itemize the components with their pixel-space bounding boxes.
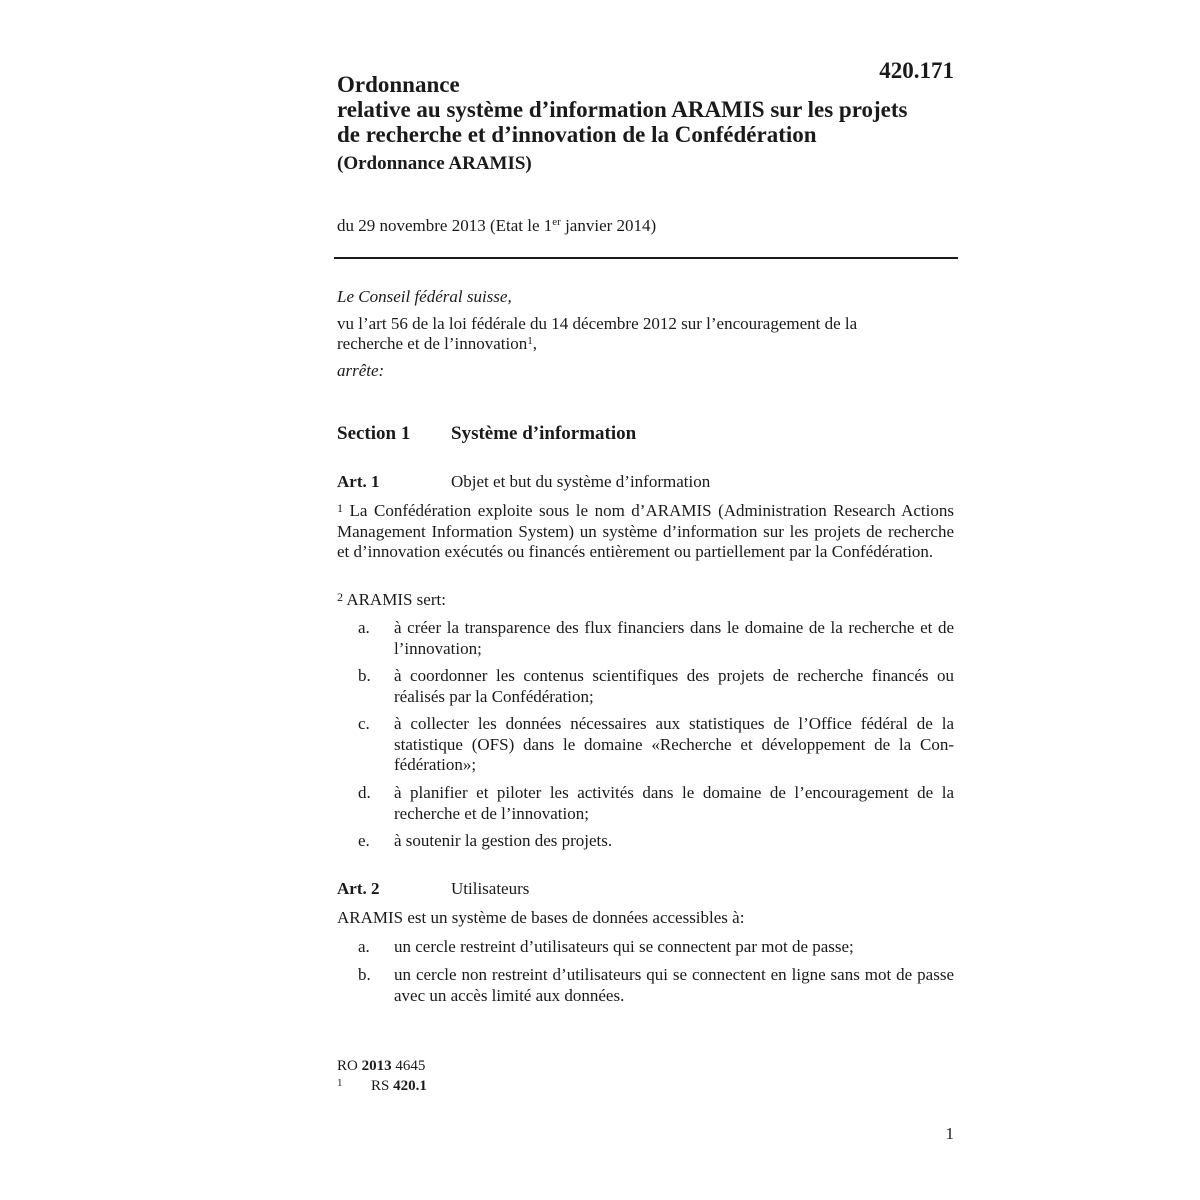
list-letter: b. [358, 965, 371, 984]
article-1-heading [337, 472, 710, 492]
date-line [337, 216, 656, 236]
paragraph-text: ARAMIS sert: [346, 590, 446, 609]
ro-page: 4645 [391, 1058, 426, 1074]
section-1-heading [337, 423, 636, 445]
title-line-2: relative au système d’information ARAMIS sur les projets [337, 97, 908, 122]
list-letter: a. [358, 937, 370, 956]
footnote-ro [337, 1058, 425, 1075]
article-2-intro: ARAMIS est un système de bases de données accessibles à: [337, 908, 745, 927]
list-text: à créer la transparence des flux financiers dans le domaine de la recherche et de l’innovation; [394, 618, 954, 658]
list-text: un cercle restreint d’utilisateurs qui se connectent par mot de passe; [394, 937, 854, 956]
date-suffix: janvier 2014) [560, 216, 657, 235]
list-letter: b. [358, 666, 371, 685]
list-text: à planifier et piloter les activités dans le domaine de l’encouragement de la recherche et de l’innovation; [394, 783, 954, 823]
ro-year: 2013 [361, 1058, 392, 1074]
article-2-number: Art. 2 [337, 879, 380, 898]
preamble-decree: arrête: [337, 360, 385, 380]
list-text: à collecter les données nécessaires aux statistiques de l’Office fédéral de la statistique (OFS) dans le domaine «Recherche et développement de la Con-fédération»; [394, 714, 954, 774]
legal-basis-line-1: vu l’art 56 de la loi fédérale du 14 décembre 2012 sur l’encouragement de la [337, 313, 858, 333]
article-2-title: Utilisateurs [451, 879, 530, 898]
list-letter: d. [358, 783, 371, 802]
paragraph-number: 1 [337, 501, 343, 515]
section-number: Section 1 [337, 423, 411, 444]
page-number: 1 [945, 1124, 954, 1143]
date-prefix: du 29 novembre 2013 (Etat le 1 [337, 216, 553, 235]
footnote-1: 1 RS 420.1 [337, 1077, 427, 1094]
document-title [337, 72, 957, 175]
document-number: 420.171 [879, 58, 954, 83]
footnote-1-link[interactable]: 1 [527, 335, 533, 347]
list-letter: e. [358, 831, 370, 850]
short-title: (Ordonnance ARAMIS) [337, 153, 532, 174]
paragraph-text: La Confédération exploite sous le nom d’ARAMIS (Administration Research Actions Management Information System) un système d’information sur les projets de recherche et d’innovation exécutés ou financés entièrement ou partiellement par la Confédération. [337, 501, 954, 561]
legal-basis-end: , [532, 334, 537, 353]
list-text: à coordonner les contenus scientifiques des projets de recherche financés ou réalisés par la Confédération; [394, 666, 954, 706]
footnote-reference[interactable]: 420.1 [393, 1078, 427, 1094]
article-1-paragraph-2 [337, 590, 446, 611]
preamble [337, 287, 937, 387]
title-line-3: de recherche et d’innovation de la Confédération [337, 122, 817, 147]
article-1-number: Art. 1 [337, 472, 380, 491]
list-letter: c. [358, 714, 370, 733]
title-line-1: Ordonnance [337, 72, 460, 97]
ro-prefix: RO [337, 1058, 362, 1074]
list-text: un cercle non restreint d’utilisateurs qui se connectent en ligne sans mot de passe avec un accès limité aux données. [394, 965, 954, 1005]
header-divider [334, 257, 958, 259]
footnote-prefix: RS [371, 1078, 394, 1094]
document-page [337, 0, 957, 1200]
preamble-authority: Le Conseil fédéral suisse, [337, 287, 512, 306]
list-text: à soutenir la gestion des projets. [394, 831, 613, 850]
date-superscript: er [552, 216, 561, 228]
article-2-heading [337, 879, 529, 899]
list-letter: a. [358, 618, 370, 637]
paragraph-number: 2 [337, 590, 343, 604]
section-title: Système d’information [451, 423, 637, 444]
article-1-title: Objet et but du système d’information [451, 472, 711, 491]
article-1-paragraph-1 [337, 501, 954, 563]
preamble-legal-basis [337, 314, 937, 355]
legal-basis-line-2: recherche et de l’innovation [337, 334, 528, 353]
